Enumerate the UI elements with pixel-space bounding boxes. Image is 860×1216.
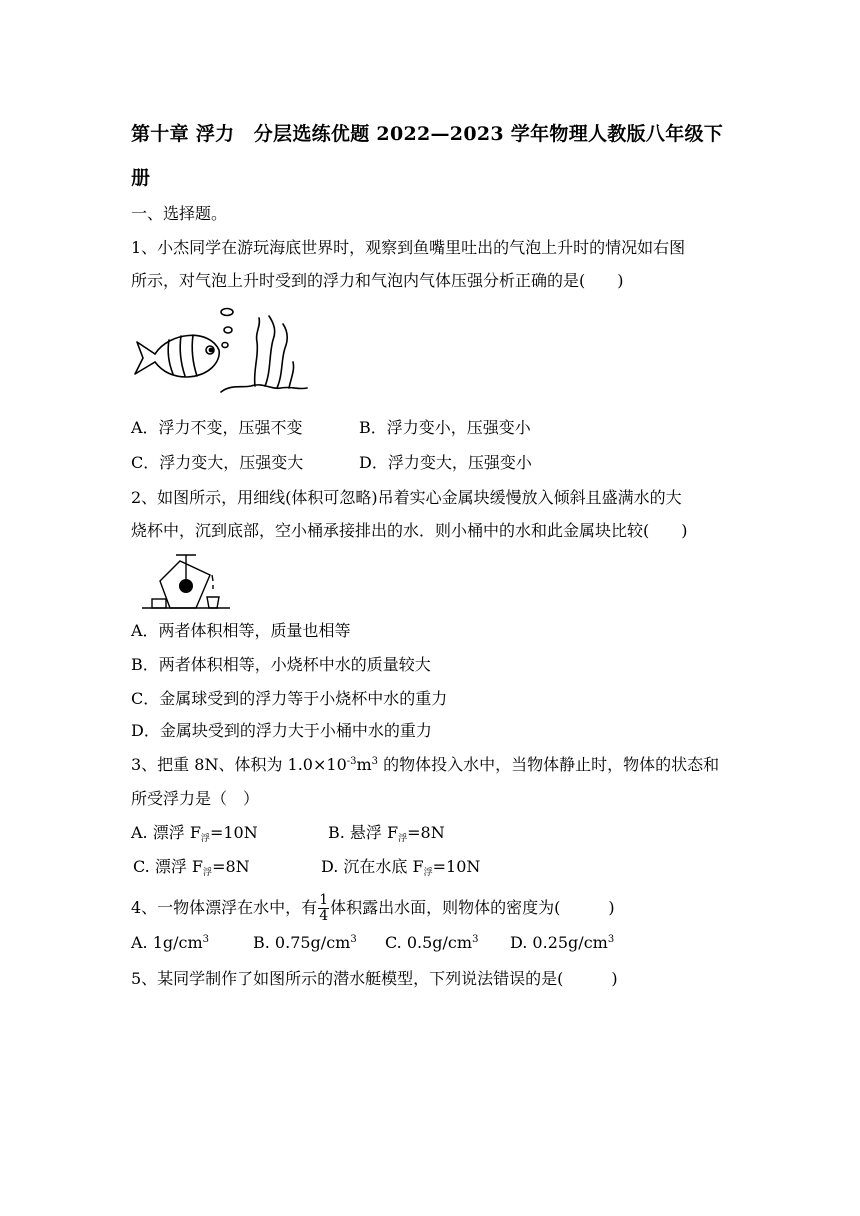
q1-option-d: D．浮力变大，压强变小	[359, 453, 532, 472]
q4-option-d: D. $0.25g/cm^3$	[510, 933, 615, 952]
q2-option-a: A．两者体积相等，质量也相等	[131, 621, 351, 640]
beaker-figure	[140, 553, 235, 613]
fraction-one-quarter: $\frac{1}{4}$	[319, 892, 329, 924]
q1-line1: 1、小杰同学在游玩海底世界时，观察到鱼嘴里吐出的气泡上升时的情况如右图	[131, 238, 686, 257]
q3-option-d: D. 沉在水底 $F_浮=10N$	[321, 857, 481, 878]
q2-line2: 烧杯中，沉到底部，空小桶承接排出的水．则小桶中的水和此金属块比较( )	[131, 521, 688, 540]
q2-option-b: B．两者体积相等，小烧杯中水的质量较大	[131, 655, 431, 674]
q1-option-a: A．浮力不变，压强不变	[131, 418, 303, 437]
q3-line2: 所受浮力是（ ）	[131, 789, 260, 808]
q1-line2: 所示，对气泡上升时受到的浮力和气泡内气体压强分析正确的是( )	[131, 271, 624, 290]
page-title: 第十章 浮力 分层选练优题 2022—2023 学年物理人教版八年级下册	[131, 123, 724, 189]
q1-option-b: B．浮力变小，压强变小	[359, 418, 531, 437]
q2-option-d: D．金属块受到的浮力大于小桶中水的重力	[131, 721, 432, 740]
q2-line1: 2、如图所示，用细线(体积可忽略)吊着实心金属块缓慢放入倾斜且盛满水的大	[131, 488, 682, 507]
q1-option-c: C．浮力变大，压强变大	[131, 453, 304, 472]
section-heading: 一、选择题。	[131, 204, 228, 223]
q3-option-a: A. 漂浮 $F_浮=10N$	[131, 823, 258, 844]
fish-bubbles-figure	[131, 300, 311, 405]
q4-option-c: C. $0.5g/cm^3$	[385, 933, 479, 952]
q4-option-b: B. $0.75g/cm^3$	[253, 933, 357, 952]
q4-option-a: A. $1g/cm^3$	[131, 933, 210, 952]
q2-option-c: C．金属球受到的浮力等于小烧杯中水的重力	[131, 689, 448, 708]
q3-option-c: C. 漂浮 $F_浮=8N$	[133, 857, 250, 878]
q5-line1: 5、某同学制作了如图所示的潜水艇模型，下列说法错误的是( )	[131, 969, 618, 988]
q3-line1: 3、把重 8N、体积为 $1.0\times 10^{-3}m^3$ 的物体投入水中，当物体静止时，物体的状态和	[131, 755, 720, 774]
q4-line: 4、一物体漂浮在水中，有 $\frac{1}{4}$ 体积露出水面，则物体的密度为( )	[131, 892, 615, 924]
q3-option-b: B. 悬浮 $F_浮=8N$	[328, 823, 445, 844]
